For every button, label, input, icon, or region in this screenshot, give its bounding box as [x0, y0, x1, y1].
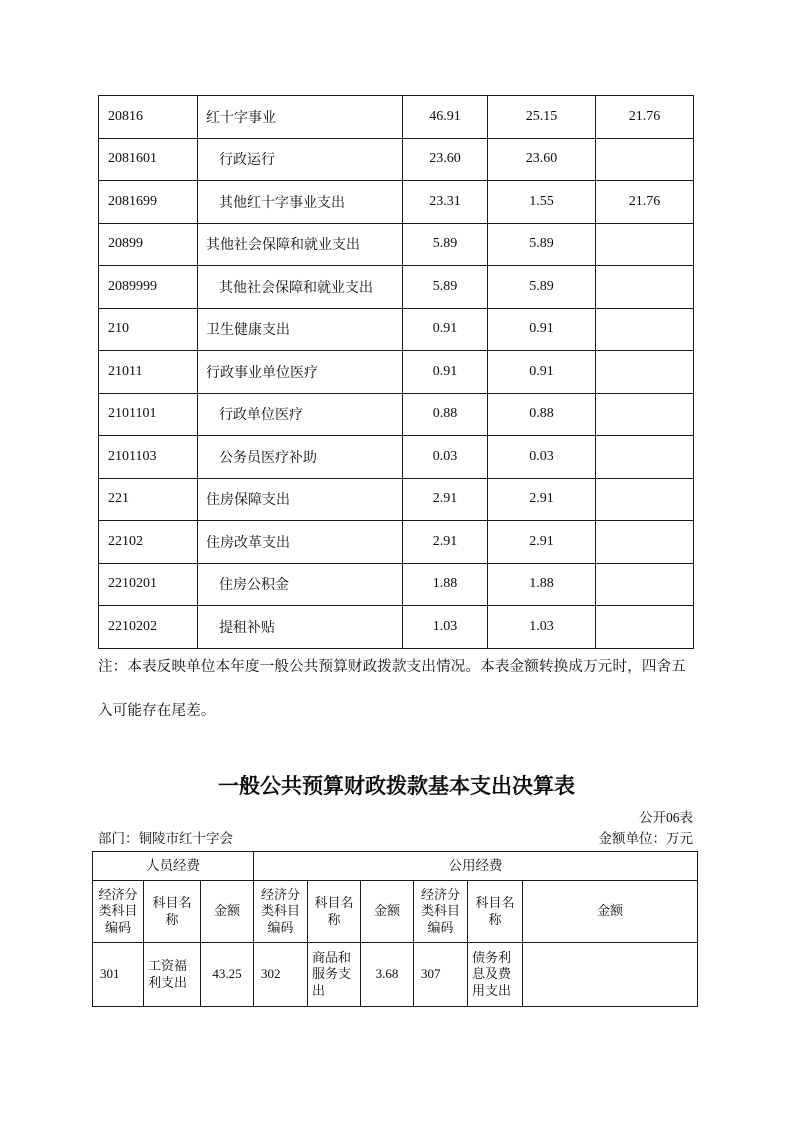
amount-cell: 2.91: [488, 521, 596, 564]
basic-expenditure-table: [92, 851, 698, 1007]
subject-name-cell: 其他红十字事业支出: [198, 181, 403, 224]
budget-code-cell: 2101101: [99, 393, 198, 436]
table-row: [99, 521, 694, 564]
amount-cell: 5.89: [488, 223, 596, 266]
amount-cell: 2.91: [403, 478, 488, 521]
amount-cell: [596, 478, 694, 521]
budget-code-cell: 21011: [99, 351, 198, 394]
amount-cell: [596, 351, 694, 394]
amount-cell: 21.76: [596, 181, 694, 224]
amount-cell: 0.88: [488, 393, 596, 436]
amount-cell: [523, 943, 698, 1007]
budget-code-cell: 2081601: [99, 138, 198, 181]
amount-cell: 25.15: [488, 96, 596, 139]
amount-cell: [596, 436, 694, 479]
amount-cell: 0.88: [403, 393, 488, 436]
unit-label: 金额单位：万元: [598, 831, 693, 846]
subject-name-cell: 住房保障支出: [198, 478, 403, 521]
amount-cell: 23.60: [488, 138, 596, 181]
amount-cell: 3.68: [361, 943, 414, 1007]
subject-name-cell: 公务员医疗补助: [198, 436, 403, 479]
amount-cell: [596, 521, 694, 564]
table-row: [93, 943, 698, 1007]
amount-cell: 1.03: [403, 606, 488, 649]
subject-name-cell: 卫生健康支出: [198, 308, 403, 351]
amount-cell: 0.03: [403, 436, 488, 479]
code-header-cell: 经济分类科目编码: [414, 881, 468, 943]
amount-cell: 5.89: [403, 223, 488, 266]
amount-cell: 46.91: [403, 96, 488, 139]
budget-code-cell: 2081699: [99, 181, 198, 224]
amount-cell: 1.55: [488, 181, 596, 224]
table-row: [99, 181, 694, 224]
amount-cell: 0.91: [403, 308, 488, 351]
amount-cell: [596, 393, 694, 436]
code-cell: 301: [93, 943, 144, 1007]
table-row: [99, 478, 694, 521]
amount-cell: [596, 223, 694, 266]
department-label: 部门：铜陵市红十字会: [98, 831, 233, 846]
subject-header-cell: 科目名称: [308, 881, 361, 943]
subject-name-cell: 行政运行: [198, 138, 403, 181]
column-header-row: [93, 881, 698, 943]
amount-cell: 23.60: [403, 138, 488, 181]
amount-header-cell: 金额: [361, 881, 414, 943]
amount-cell: 1.88: [403, 563, 488, 606]
budget-code-cell: 20816: [99, 96, 198, 139]
budget-code-cell: 2101103: [99, 436, 198, 479]
table-row: [99, 96, 694, 139]
budget-code-cell: 2210202: [99, 606, 198, 649]
subject-name-cell: 行政单位医疗: [198, 393, 403, 436]
table-row: [99, 351, 694, 394]
subject-name-cell: 其他社会保障和就业支出: [198, 223, 403, 266]
subject-name-cell: 提租补贴: [198, 606, 403, 649]
subject-cell: 工资福利支出: [144, 943, 201, 1007]
amount-cell: 5.89: [403, 266, 488, 309]
table-row: [99, 223, 694, 266]
public-expense-header: 公用经费: [254, 852, 698, 881]
amount-cell: 0.03: [488, 436, 596, 479]
table-row: [99, 563, 694, 606]
table-note: [98, 645, 694, 733]
amount-cell: 23.31: [403, 181, 488, 224]
subject-cell: 债务利息及费用支出: [468, 943, 523, 1007]
amount-cell: 5.89: [488, 266, 596, 309]
code-header-cell: 经济分类科目编码: [254, 881, 308, 943]
personnel-expense-header: 人员经费: [93, 852, 254, 881]
budget-code-cell: 2210201: [99, 563, 198, 606]
subject-name-cell: 红十字事业: [198, 96, 403, 139]
amount-cell: 0.91: [403, 351, 488, 394]
amount-cell: [596, 606, 694, 649]
amount-cell: 1.03: [488, 606, 596, 649]
table-meta-line: [98, 830, 693, 848]
subject-name-cell: 住房公积金: [198, 563, 403, 606]
amount-cell: [596, 266, 694, 309]
subject-header-cell: 科目名称: [468, 881, 523, 943]
table-note-line2: 入可能存在尾差。: [98, 703, 216, 719]
subject-cell: 商品和服务支出: [308, 943, 361, 1007]
table-row: [99, 393, 694, 436]
table-row: [99, 308, 694, 351]
amount-cell: 1.88: [488, 563, 596, 606]
code-cell: 302: [254, 943, 308, 1007]
table-note-line1: 注：本表反映单位本年度一般公共预算财政拨款支出情况。本表金额转换成万元时，四舍五: [98, 659, 686, 675]
table-row: [99, 436, 694, 479]
budget-expenditure-continuation-table: [98, 95, 694, 649]
budget-code-cell: 20899: [99, 223, 198, 266]
subject-name-cell: 行政事业单位医疗: [198, 351, 403, 394]
amount-cell: 0.91: [488, 351, 596, 394]
amount-cell: [596, 308, 694, 351]
code-cell: 307: [414, 943, 468, 1007]
section-title: 一般公共预算财政拨款基本支出决算表: [218, 775, 575, 798]
sheet-number-label: 公开06表: [639, 810, 693, 825]
amount-cell: 43.25: [201, 943, 254, 1007]
budget-code-cell: 221: [99, 478, 198, 521]
amount-cell: [596, 138, 694, 181]
budget-code-cell: 2089999: [99, 266, 198, 309]
budget-code-cell: 22102: [99, 521, 198, 564]
amount-cell: 2.91: [403, 521, 488, 564]
table-row: [99, 606, 694, 649]
amount-cell: 21.76: [596, 96, 694, 139]
amount-cell: 0.91: [488, 308, 596, 351]
amount-header-cell: 金额: [523, 881, 698, 943]
subject-header-cell: 科目名称: [144, 881, 201, 943]
subject-name-cell: 其他社会保障和就业支出: [198, 266, 403, 309]
table-row: [99, 266, 694, 309]
code-header-cell: 经济分类科目编码: [93, 881, 144, 943]
subject-name-cell: 住房改革支出: [198, 521, 403, 564]
budget-code-cell: 210: [99, 308, 198, 351]
amount-cell: 2.91: [488, 478, 596, 521]
amount-header-cell: 金额: [201, 881, 254, 943]
amount-cell: [596, 563, 694, 606]
group-header-row: [93, 852, 698, 881]
table-row: [99, 138, 694, 181]
